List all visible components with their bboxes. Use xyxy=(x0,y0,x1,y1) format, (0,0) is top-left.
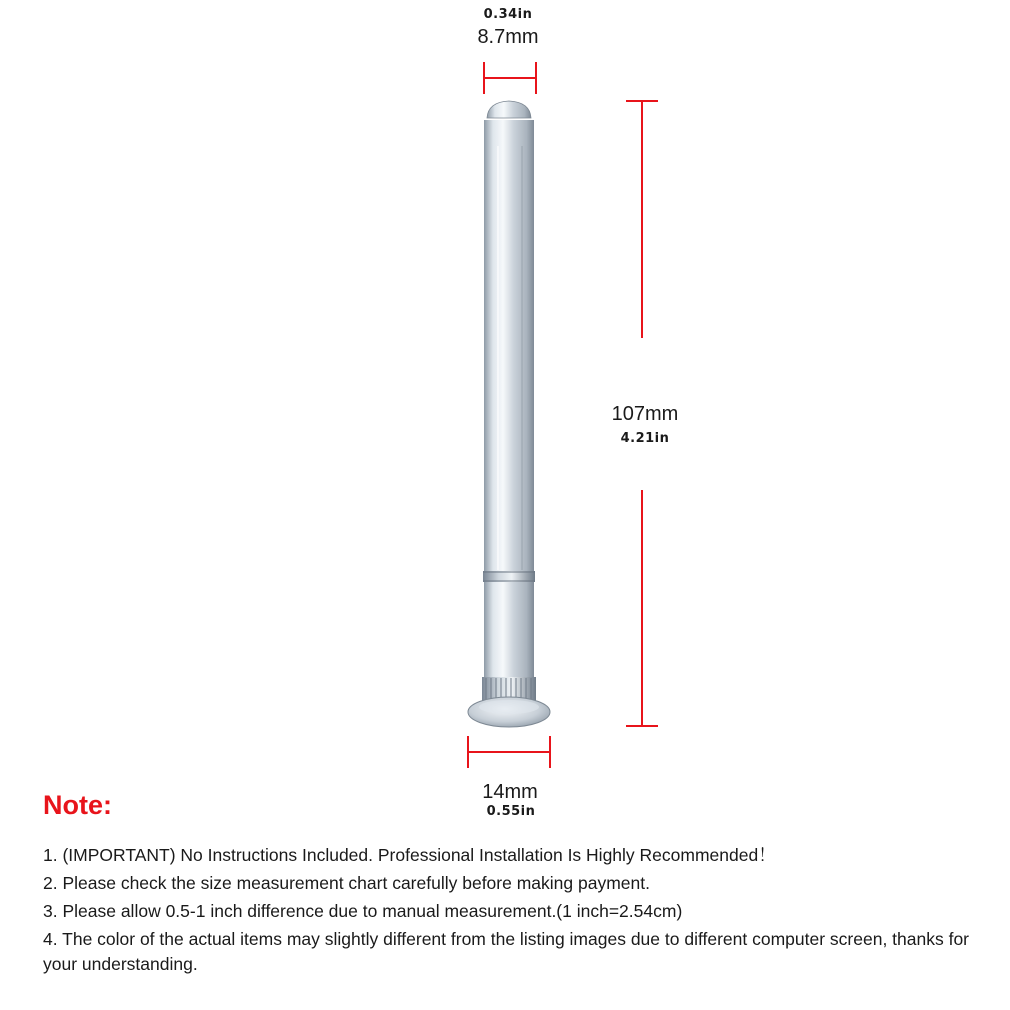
top-diameter-marker xyxy=(484,62,536,94)
note-item: 4. The color of the actual items may slightly different from the listing images due to different computer screen, thanks for your understanding. xyxy=(43,929,970,974)
top-diameter-inch-label: 0.34in xyxy=(483,7,533,22)
length-inch-label: 4.21in xyxy=(620,431,670,446)
length-mm-label: 107mm xyxy=(611,403,679,425)
door-hinge-pin xyxy=(468,101,550,727)
head-diameter-mm-label: 14mm xyxy=(482,781,538,803)
note-list xyxy=(43,843,973,980)
note-item: 1. (IMPORTANT) No Instructions Included. Professional Installation Is Highly Recommended！ xyxy=(43,845,776,865)
top-diameter-mm-label: 8.7mm xyxy=(477,26,539,48)
head-diameter-inch-label: 0.55in xyxy=(486,804,536,819)
note-item: 2. Please check the size measurement chart carefully before making payment. xyxy=(43,873,650,893)
note-title: Note: xyxy=(43,790,112,820)
head-diameter-marker xyxy=(468,736,550,768)
note-item: 3. Please allow 0.5-1 inch difference due to manual measurement.(1 inch=2.54cm) xyxy=(43,901,683,921)
